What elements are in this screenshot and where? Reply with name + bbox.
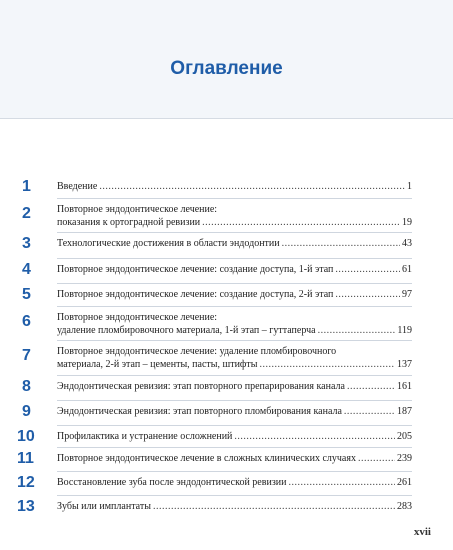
- entry-divider: [57, 400, 412, 401]
- dot-leader: [153, 500, 395, 514]
- dot-leader: [234, 430, 395, 444]
- entry-divider: [57, 495, 412, 496]
- entry-divider: [57, 198, 412, 199]
- toc-entry[interactable]: [57, 380, 412, 394]
- entry-divider: [57, 283, 412, 284]
- chapter-number: 5: [22, 286, 31, 303]
- entry-divider: [57, 447, 412, 448]
- chapter-number: 13: [17, 498, 35, 515]
- dot-leader: [282, 237, 400, 251]
- page-title: Оглавление: [170, 58, 283, 79]
- dot-leader: [335, 288, 400, 302]
- toc-entry[interactable]: [57, 263, 412, 277]
- chapter-title: Профилактика и устранение осложнений: [57, 431, 233, 442]
- chapter-number: 12: [17, 474, 35, 491]
- toc-entry[interactable]: [57, 405, 412, 419]
- chapter-page-number: 19: [402, 217, 412, 228]
- chapter-page-number: 97: [402, 289, 412, 300]
- entry-divider: [57, 471, 412, 472]
- chapter-page-number: 205: [397, 431, 412, 442]
- chapter-number: 2: [22, 205, 31, 222]
- chapter-page-number: 239: [397, 453, 412, 464]
- chapter-number: 4: [22, 261, 31, 278]
- toc-entry[interactable]: [57, 476, 412, 490]
- chapter-title: Повторное эндодонтическое лечение: создание доступа, 1-й этап: [57, 264, 334, 275]
- entry-divider: [57, 306, 412, 307]
- chapter-title: Зубы или имплантаты: [57, 501, 151, 512]
- chapter-page-number: 43: [402, 238, 412, 249]
- chapter-page-number: 119: [397, 325, 412, 336]
- chapter-title: Эндодонтическая ревизия: этап повторного препарирования канала: [57, 381, 345, 392]
- toc-entry[interactable]: [57, 452, 412, 466]
- dot-leader: [318, 324, 396, 338]
- chapter-title-line: Повторное эндодонтическое лечение: удаление пломбировочного: [57, 346, 337, 357]
- header-divider: [0, 118, 453, 119]
- chapter-title: Эндодонтическая ревизия: этап повторного пломбирования канала: [57, 406, 342, 417]
- chapter-title: материала, 2-й этап – цементы, пасты, штифты: [57, 359, 258, 370]
- dot-leader: [202, 216, 400, 230]
- chapter-title: Технологические достижения в области эндодонтии: [57, 238, 280, 249]
- dot-leader: [344, 405, 395, 419]
- dot-leader: [288, 476, 395, 490]
- chapter-page-number: 137: [397, 359, 412, 370]
- chapter-title: показания к ортоградной ревизии: [57, 217, 201, 228]
- toc-entry[interactable]: [57, 324, 412, 338]
- toc-entry[interactable]: [57, 358, 412, 372]
- chapter-number: 1: [22, 178, 31, 195]
- toc-entry[interactable]: [57, 288, 412, 302]
- chapter-number: 6: [22, 313, 31, 330]
- chapter-title: Восстановление зуба после эндодонтической ревизии: [57, 477, 287, 488]
- chapter-page-number: 61: [402, 264, 412, 275]
- entry-divider: [57, 232, 412, 233]
- page-number: xvii: [413, 526, 431, 538]
- chapter-number: 11: [17, 450, 34, 467]
- chapter-title: Повторное эндодонтическое лечение в сложных клинических случаях: [57, 453, 356, 464]
- toc-entry[interactable]: [57, 180, 412, 194]
- chapter-page-number: 1: [407, 181, 412, 192]
- toc-entry[interactable]: [57, 500, 412, 514]
- chapter-number: 10: [17, 428, 35, 445]
- entry-divider: [57, 425, 412, 426]
- chapter-title: Введение: [57, 181, 98, 192]
- toc-entry[interactable]: [57, 216, 412, 230]
- dot-leader: [358, 452, 395, 466]
- chapter-number: 7: [22, 347, 31, 364]
- chapter-number: 9: [22, 403, 31, 420]
- entry-divider: [57, 340, 412, 341]
- dot-leader: [335, 263, 400, 277]
- chapter-page-number: 161: [397, 381, 412, 392]
- chapter-title-line: Повторное эндодонтическое лечение:: [57, 204, 218, 215]
- chapter-title: удаление пломбировочного материала, 1-й этап – гуттаперча: [57, 325, 316, 336]
- chapter-page-number: 187: [397, 406, 412, 417]
- chapter-page-number: 261: [397, 477, 412, 488]
- entry-divider: [57, 375, 412, 376]
- dot-leader: [347, 380, 395, 394]
- dot-leader: [99, 180, 405, 194]
- chapter-page-number: 283: [397, 501, 412, 512]
- chapter-title-line: Повторное эндодонтическое лечение:: [57, 312, 218, 323]
- chapter-number: 8: [22, 378, 31, 395]
- entry-divider: [57, 258, 412, 259]
- toc-entry[interactable]: [57, 430, 412, 444]
- chapter-title: Повторное эндодонтическое лечение: создание доступа, 2-й этап: [57, 289, 334, 300]
- dot-leader: [259, 358, 395, 372]
- chapter-number: 3: [22, 235, 31, 252]
- toc-entry[interactable]: [57, 237, 412, 251]
